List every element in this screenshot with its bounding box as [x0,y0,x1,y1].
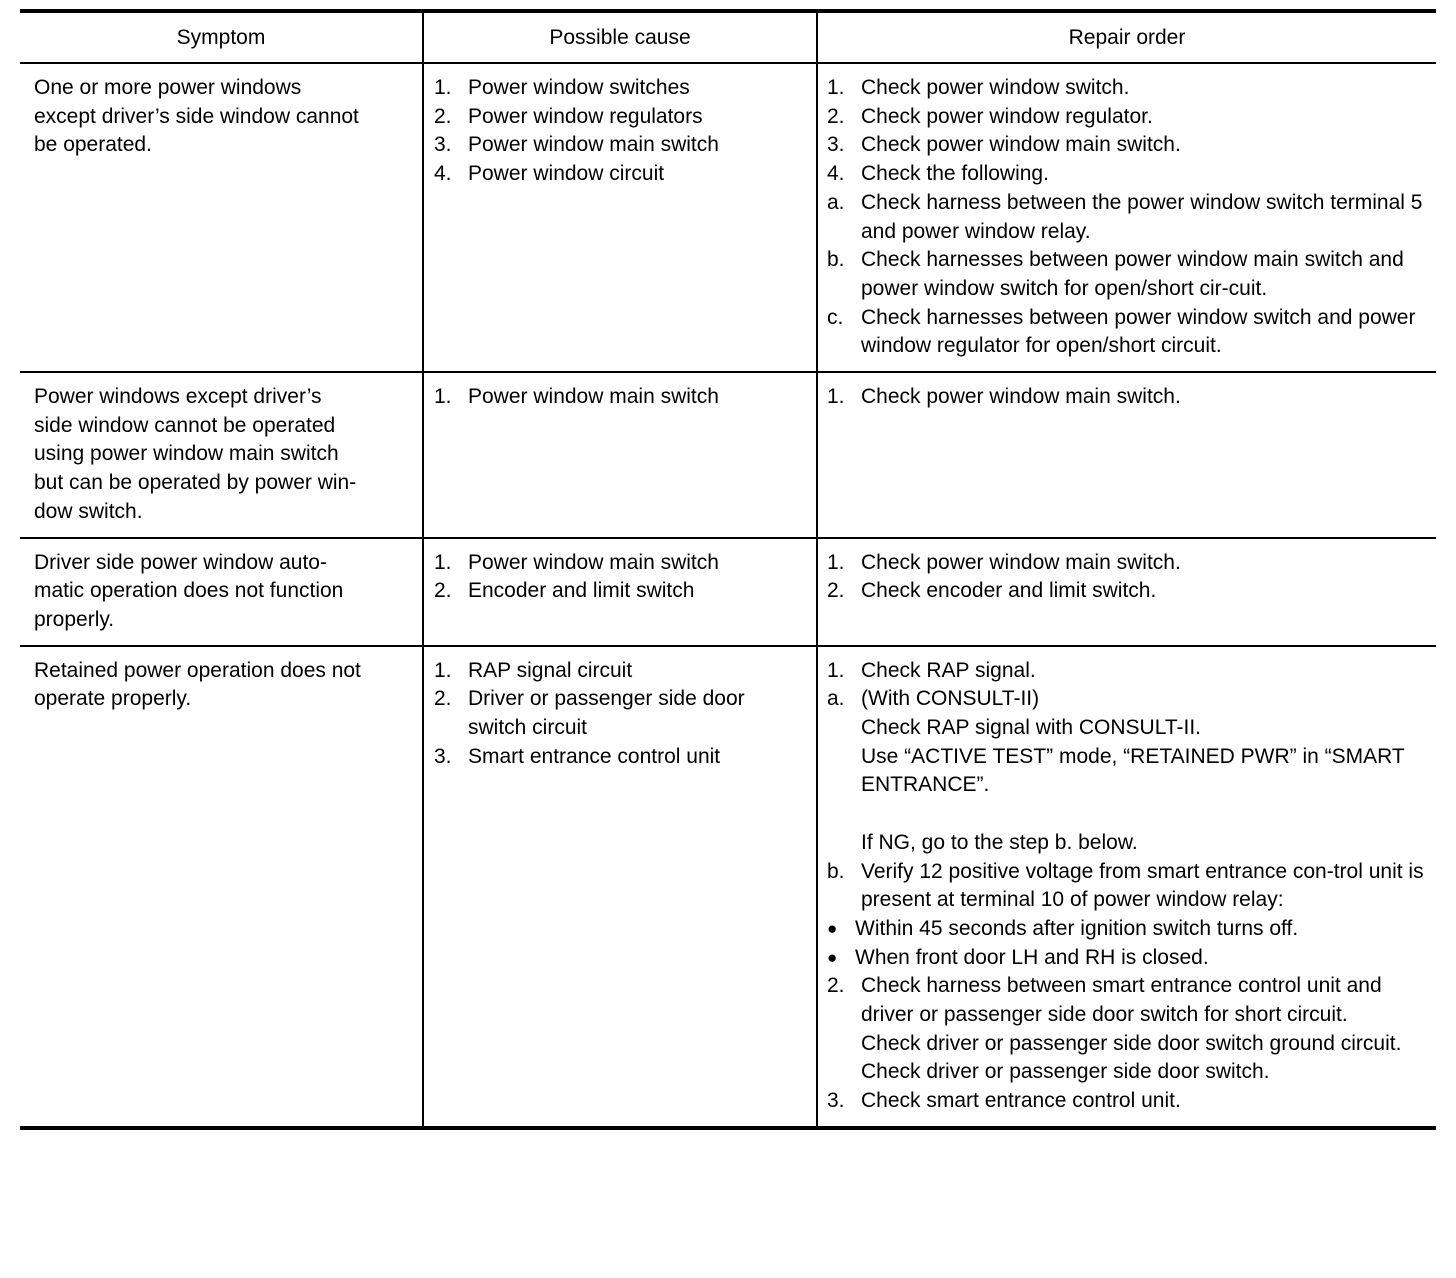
possible-cause-cell [423,63,817,372]
item-marker: 1. [434,385,452,409]
item-text: Check harness between smart entrance control unit and driver or passenger side door switch for short circuit. [861,974,1382,1027]
item-text: Smart entrance control unit [468,744,721,768]
item-text: Power window regulators [468,104,703,128]
table-row [20,372,1436,538]
cause-item [434,549,808,578]
item-text: Verify 12 positive voltage from smart entrance con-trol unit is present at terminal 10 of power window relay: [861,859,1424,912]
cause-item [434,103,808,132]
symptom-cell [20,63,423,372]
cause-item [434,743,808,772]
item-text: Check the following. [861,162,1049,186]
item-marker: a. [827,190,845,214]
cause-item [434,383,808,412]
item-marker: 2. [434,579,452,603]
item-marker: 1. [434,550,452,574]
item-marker: 1. [827,76,845,99]
item-marker: 3. [827,133,845,157]
item-text: When front door LH and RH is closed. [855,945,1209,969]
item-text: Check smart entrance control unit. [861,1089,1181,1113]
item-text: Power window main switch [468,133,719,157]
item-marker: 2. [827,104,845,128]
repair-step [827,685,1426,714]
item-marker: b. [827,248,845,272]
troubleshooting-table [20,9,1436,1130]
symptom-text-line: properly. [34,607,115,631]
repair-step [827,657,1426,686]
repair-step [827,74,1426,103]
item-marker: 1. [434,658,452,682]
item-marker: a. [827,687,845,711]
repair-step [827,549,1426,578]
bullet-icon: ● [827,947,838,967]
header-row [20,11,1436,63]
item-text: Check power window main switch. [861,550,1181,574]
item-marker: 4. [827,162,845,186]
table-row [20,63,1436,372]
item-text: Check encoder and limit switch. [861,579,1157,603]
item-text: Check RAP signal. [861,658,1036,682]
repair-order-cell [817,372,1436,538]
header-symptom: Symptom [20,11,423,63]
repair-step [827,189,1426,246]
item-marker: 2. [434,687,452,711]
repair-step [827,743,1426,800]
symptom-text-line: operate properly. [34,687,192,711]
header-repair-order: Repair order [817,11,1436,63]
repair-step [827,103,1426,132]
item-text: Power window circuit [468,162,665,186]
symptom-text-line: matic operation does not function [34,579,344,603]
repair-step [827,383,1426,412]
repair-step [827,829,1426,858]
item-marker: 1. [434,76,452,99]
item-marker: 2. [827,974,845,998]
item-text: Within 45 seconds after ignition switch turns off. [855,916,1299,940]
repair-step [827,1087,1426,1116]
symptom-text-line: side window cannot be operated [34,413,336,437]
repair-step [827,1058,1426,1087]
repair-step [827,858,1426,915]
repair-step [827,714,1426,743]
spacer [827,800,1426,829]
repair-step [827,1030,1426,1059]
repair-step [827,944,1426,973]
item-text: If NG, go to the step b. below. [861,830,1138,854]
item-text: RAP signal circuit [468,658,633,682]
symptom-text-line: One or more power windows [34,76,302,99]
item-marker: 2. [827,579,845,603]
item-text: Check power window regulator. [861,104,1153,128]
item-text: Check driver or passenger side door switch ground circuit. [861,1031,1402,1055]
symptom-cell [20,372,423,538]
item-marker: 1. [827,550,845,574]
table-row [20,646,1436,1128]
item-marker: b. [827,859,845,883]
repair-step [827,577,1426,606]
bullet-icon: ● [827,918,838,938]
item-text: Check harnesses between power window main switch and power window switch for open/short cir-cuit. [861,248,1404,300]
possible-cause-cell [423,646,817,1128]
symptom-text-line: Retained power operation does not [34,658,361,682]
item-marker: c. [827,305,844,329]
item-marker: 3. [827,1089,845,1113]
item-marker: 4. [434,162,452,186]
cause-item [434,160,808,189]
cause-item [434,131,808,160]
possible-cause-cell [423,538,817,646]
repair-step [827,246,1426,303]
table-body [20,63,1436,1128]
item-marker: 1. [827,385,845,409]
item-marker: 2. [434,104,452,128]
repair-step [827,972,1426,1029]
symptom-text-line: except driver’s side window cannot [34,104,359,128]
item-text: Check power window switch. [861,76,1130,99]
item-marker: 3. [434,744,452,768]
repair-order-cell [817,538,1436,646]
repair-order-cell [817,63,1436,372]
symptom-cell [20,646,423,1128]
symptom-text-line: Driver side power window auto- [34,550,327,574]
cause-item [434,74,808,103]
symptom-text-line: Power windows except driver’s [34,385,322,409]
symptom-text-line: but can be operated by power win- [34,471,357,495]
item-text: Check harness between the power window switch terminal 5 and power window relay. [861,190,1423,243]
item-text: Check power window main switch. [861,133,1181,157]
item-text: Check harnesses between power window switch and power window regulator for open/short circuit. [861,305,1416,358]
item-text: Check power window main switch. [861,385,1181,409]
item-text: Power window switches [468,76,690,99]
item-text: Power window main switch [468,550,719,574]
item-marker: 3. [434,133,452,157]
item-text: Power window main switch [468,385,719,409]
item-text: Check RAP signal with CONSULT-II. [861,716,1201,740]
table-row [20,538,1436,646]
cause-item [434,577,808,606]
repair-step [827,131,1426,160]
item-text: Driver or passenger side door switch circuit [468,687,745,740]
repair-step [827,160,1426,189]
symptom-text-line: dow switch. [34,499,143,523]
item-text: Check driver or passenger side door switch. [861,1060,1270,1084]
item-text: (With CONSULT-II) [861,687,1040,711]
header-possible-cause: Possible cause [423,11,817,63]
symptom-cell [20,538,423,646]
item-marker: 1. [827,658,845,682]
item-text: Use “ACTIVE TEST” mode, “RETAINED PWR” in “SMART ENTRANCE”. [861,744,1405,797]
repair-order-cell [817,646,1436,1128]
cause-item [434,657,808,686]
item-text: Encoder and limit switch [468,579,695,603]
symptom-text-line: using power window main switch [34,442,339,466]
possible-cause-cell [423,372,817,538]
symptom-text-line: be operated. [34,133,152,157]
repair-step [827,304,1426,361]
repair-step [827,915,1426,944]
cause-item [434,685,808,742]
